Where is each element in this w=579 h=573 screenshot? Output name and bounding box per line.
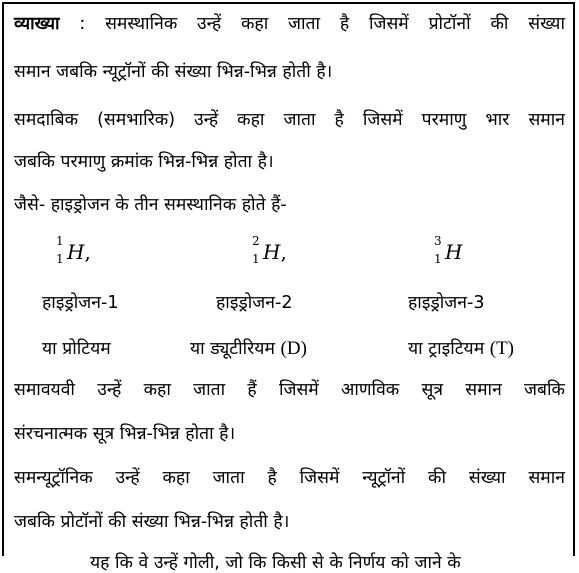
example-intro: जैसे- हाइड्रोजन के तीन समस्थानिक होते हैं- xyxy=(14,195,287,215)
protium-alias: या प्रोटियम xyxy=(42,339,111,359)
isobars-definition-line-1: समदाबिक (समभारिक) उन्हें कहा जाता है जिसमें परमाणु भार समान xyxy=(14,110,565,130)
cut-off-text-line: यह कि वे उन्हें गोली, जो कि किसी से के निर्णय को जाने के xyxy=(90,553,461,573)
explanation-box xyxy=(2,2,575,573)
isotopes-definition-line-1 xyxy=(14,12,565,36)
tritium-notation: 3 1 H xyxy=(434,233,463,266)
isomers-definition-line-2: संरचनात्मक सूत्र भिन्न-भिन्न होता है। xyxy=(14,424,236,444)
tritium-alias: या ट्राइटियम (T) xyxy=(408,338,515,359)
isobars-definition-line-2: जबकि परमाणु क्रमांक भिन्न-भिन्न होता है। xyxy=(14,152,274,172)
tritium-name: हाइड्रोजन-3 xyxy=(408,293,485,313)
protium-notation: 1 1 H, xyxy=(56,233,91,266)
protium-name: हाइड्रोजन-1 xyxy=(42,293,119,313)
isomers-definition-line-1: समावयवी उन्हें कहा जाता हैं जिसमें आणविक सूत्र समान जबकि xyxy=(14,380,565,400)
explanation-heading: व्याख्या xyxy=(14,14,60,34)
isotopes-definition-text: : समस्थानिक उन्हें कहा जाता है जिसमें प्रोटॉनों की संख्या xyxy=(79,14,565,34)
deuterium-name: हाइड्रोजन-2 xyxy=(216,293,293,313)
isotones-definition-line-1: समन्यूट्रॉनिक उन्हें कहा जाता है जिसमें न्यूट्रॉनों की संख्या समान xyxy=(14,468,565,488)
deuterium-alias: या ड्यूटीरियम (D) xyxy=(190,338,307,359)
isotopes-definition-line-2: समान जबकि न्यूट्रॉनों की संख्या भिन्न-भिन्न होती है। xyxy=(14,62,333,82)
deuterium-notation: 2 1 H, xyxy=(252,233,287,266)
isotones-definition-line-2: जबकि प्रोटॉनों की संख्या भिन्न-भिन्न होती है। xyxy=(14,512,290,532)
